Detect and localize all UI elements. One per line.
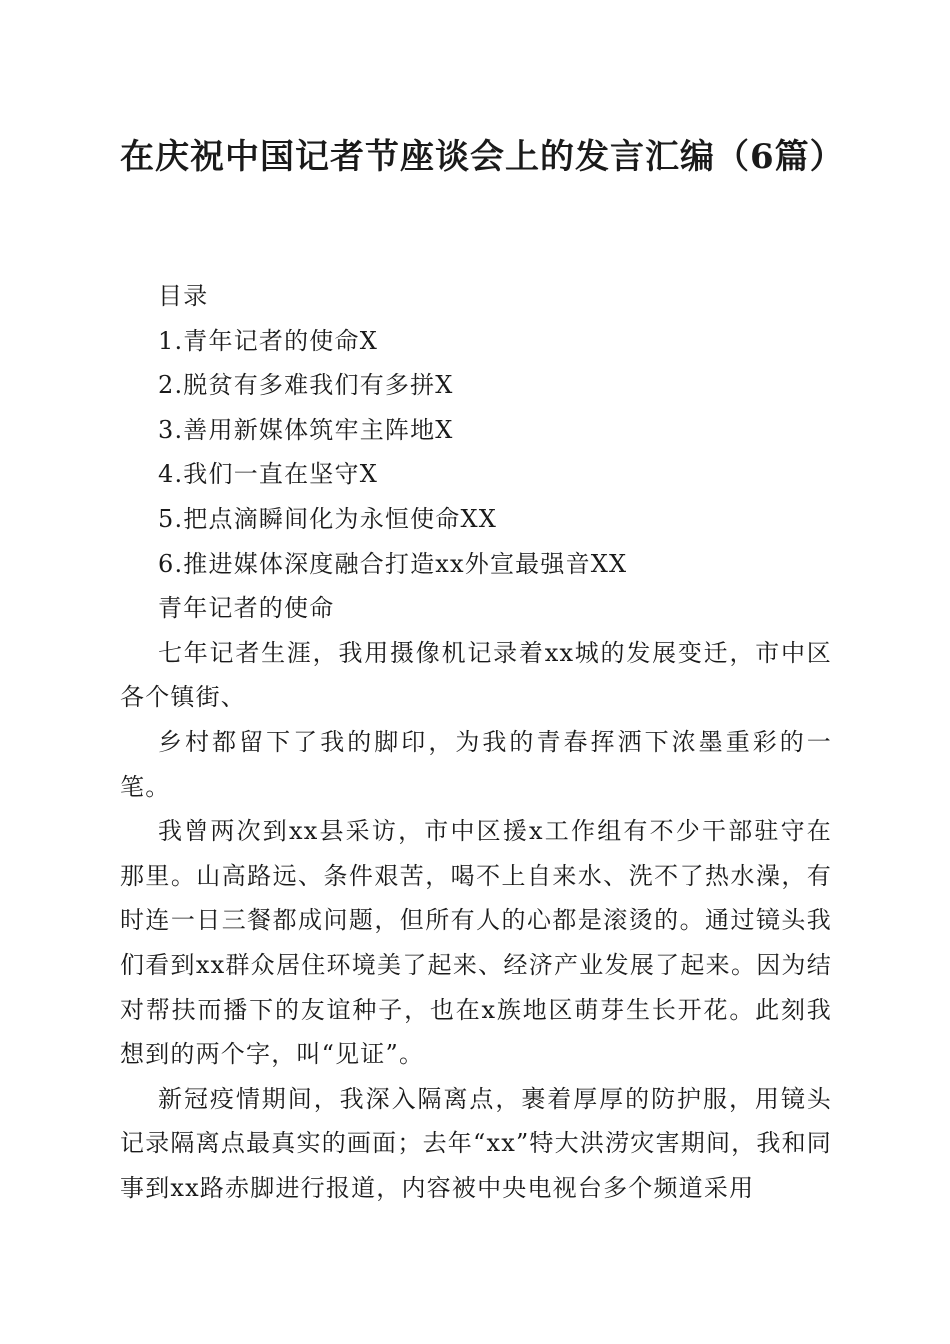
- toc-item-2: 2.脱贫有多难我们有多拼X: [158, 371, 454, 400]
- document-body: [120, 274, 832, 1210]
- paragraph-2: 乡村都留下了我的脚印，为我的青春挥洒下浓墨重彩的一笔。: [120, 727, 832, 801]
- paragraph-1: 七年记者生涯，我用摄像机记录着xx城的发展变迁，市中区各个镇街、: [120, 638, 832, 712]
- paragraph-4: 新冠疫情期间，我深入隔离点，裹着厚厚的防护服，用镜头记录隔离点最真实的画面；去年“xx”特大洪涝灾害期间，我和同事到xx路赤脚进行报道，内容被中央电视台多个频道采用: [120, 1084, 832, 1202]
- toc-heading: 目录: [158, 282, 209, 310]
- toc-item-3: 3.善用新媒体筑牢主阵地X: [158, 415, 454, 444]
- toc-item-5: 5.把点滴瞬间化为永恒使命XX: [158, 504, 498, 533]
- document-title: 在庆祝中国记者节座谈会上的发言汇编（6篇）: [120, 137, 845, 177]
- toc-item-6: 6.推进媒体深度融合打造xx外宣最强音XX: [158, 549, 628, 578]
- paragraph-3: 我曾两次到xx县采访，市中区援x工作组有不少干部驻守在那里。山高路远、条件艰苦，喝不上自来水、洗不了热水澡，有时连一日三餐都成问题，但所有人的心都是滚烫的。通过镜头我们看到xx群众居住环境美了起来、经济产业发展了起来。因为结对帮扶而播下的友谊种子，也在x族地区萌芽生长开花。此刻我想到的两个字，叫“见证”。: [120, 817, 832, 1069]
- toc-item-4: 4.我们一直在坚守X: [158, 460, 378, 489]
- toc-item-1: 1.青年记者的使命X: [158, 326, 378, 355]
- section-heading: 青年记者的使命: [158, 594, 335, 623]
